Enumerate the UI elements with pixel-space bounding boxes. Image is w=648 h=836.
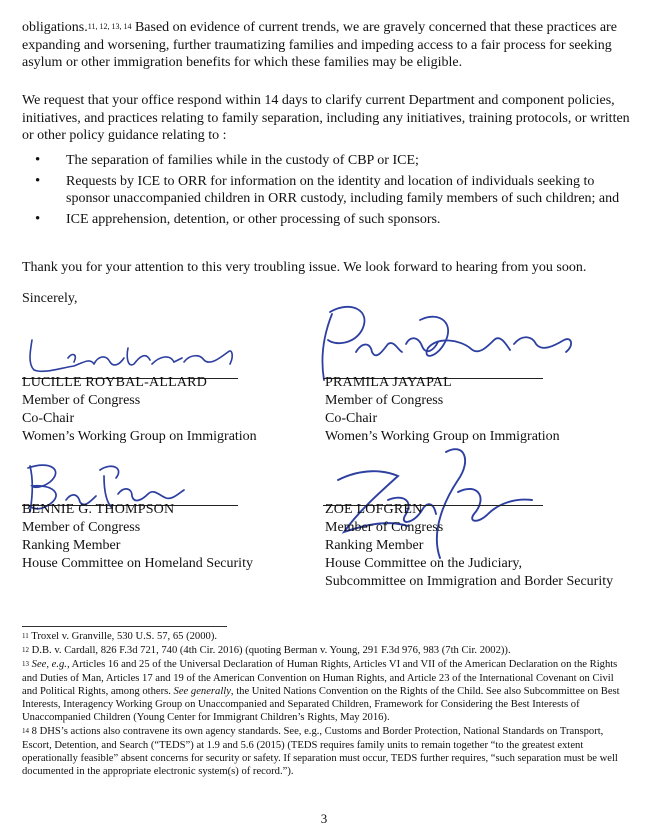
signer-block-roybal-allard — [22, 374, 257, 446]
footnote-divider — [22, 626, 227, 627]
signer-title: Member of Congress — [325, 520, 444, 535]
signer-name: LUCILLE ROYBAL-ALLARD — [22, 375, 208, 390]
closing-paragraph: Thank you for your attention to this very troubling issue. We look forward to hearing from you soon. — [22, 260, 587, 275]
signer-role: Co-Chair — [22, 411, 75, 426]
request-bullet-list — [22, 152, 630, 231]
signer-block-jayapal — [325, 374, 560, 446]
signer-block-lofgren — [325, 501, 613, 591]
footnotes — [22, 630, 630, 779]
request-paragraph: We request that your office respond within 14 days to clarify current Department and component policies, initiatives, and practices relating to family separation, including any initiatives, training protocols, or written or other policy guidance relating to : — [22, 93, 630, 143]
footnote: $^{13}$ See, e.g., Articles 16 and 25 of the Universal Declaration of Human Rights, Articles VI and VII of the American Declaration on the Rights and Duties of Man, Articles 17 and 19 of the American Convention on Human Rights, and Article 23 of the International Covenant on Civil and Political Rights, among others. See generally, the United Nations Convention on the Rights of the Child. See also Subcommittee on Best Interests, Interagency Working Group on Unaccompanied and Separated Children, Framework for Considering the Best Interests of Unaccompanied Children (Young Center for Immigrant Children’s Rights, May 2016). — [22, 659, 620, 724]
signer-subcommittee: Subcommittee on Immigration and Border Security — [325, 574, 614, 589]
signer-title: Member of Congress — [22, 520, 141, 535]
footnote-refs: 11, 12, 13, 14 — [87, 22, 132, 31]
signer-committee: House Committee on Homeland Security — [22, 556, 253, 571]
signer-committee: Women’s Working Group on Immigration — [325, 429, 560, 444]
page-number: 3 — [320, 811, 328, 826]
sign-off: Sincerely, — [22, 291, 78, 306]
signer-committee: House Committee on the Judiciary, — [325, 556, 522, 571]
signer-block-thompson — [22, 501, 253, 573]
bullet-item: • The separation of families while in the custody of CBP or ICE; — [22, 152, 630, 170]
signer-committee: Women’s Working Group on Immigration — [22, 429, 257, 444]
signer-role: Ranking Member — [22, 538, 121, 553]
signer-role: Co-Chair — [325, 411, 378, 426]
footnote: $^{14}$ 8 DHS’s actions also contravene its own agency standards. See, e.g., Customs and Border Protection, National Standards on Transport, Escort, Detention, and Search (“TEDS”) at 1.9 and 5.6 (2015) (TEDS requires family units to remain together “to the greatest extent operationally feasible” absent concerns for security or safety. If separation must occur, TEDS further requires, “such separation must be well documented in the appropriate electronic system(s) of record.”). — [22, 726, 618, 778]
footnote: $^{11}$ Troxel v. Granville, 530 U.S. 57, 65 (2000). — [22, 631, 217, 642]
signer-role: Ranking Member — [325, 538, 424, 553]
bullet-item: • Requests by ICE to ORR for information on the identity and location of individuals seeking to sponsor unaccompanied children in ORR custody, including family members of such children; and — [22, 173, 630, 208]
intro-paragraph: obligations.$^{11, 12, 13, 14}$ Based on evidence of current trends, we are gravely concerned that these practices are expanding and worsening, further traumatizing families and impeding access to a fair process for seeking asylum or other immigration benefits for which these families may be eligible. — [22, 20, 617, 70]
bullet-item: • ICE apprehension, detention, or other processing of such sponsors. — [22, 211, 630, 229]
signer-title: Member of Congress — [325, 393, 444, 408]
signature-roybal-allard — [24, 328, 244, 380]
signer-title: Member of Congress — [22, 393, 141, 408]
signer-name: ZOE LOFGREN — [325, 502, 423, 517]
signer-name: PRAMILA JAYAPAL — [325, 375, 452, 390]
signer-name: BENNIE G. THOMPSON — [22, 502, 175, 517]
footnote: $^{12}$ D.B. v. Cardall, 826 F.3d 721, 740 (4th Cir. 2016) (quoting Berman v. Young, 291 F.3d 976, 983 (7th Cir. 2002)). — [22, 645, 511, 657]
